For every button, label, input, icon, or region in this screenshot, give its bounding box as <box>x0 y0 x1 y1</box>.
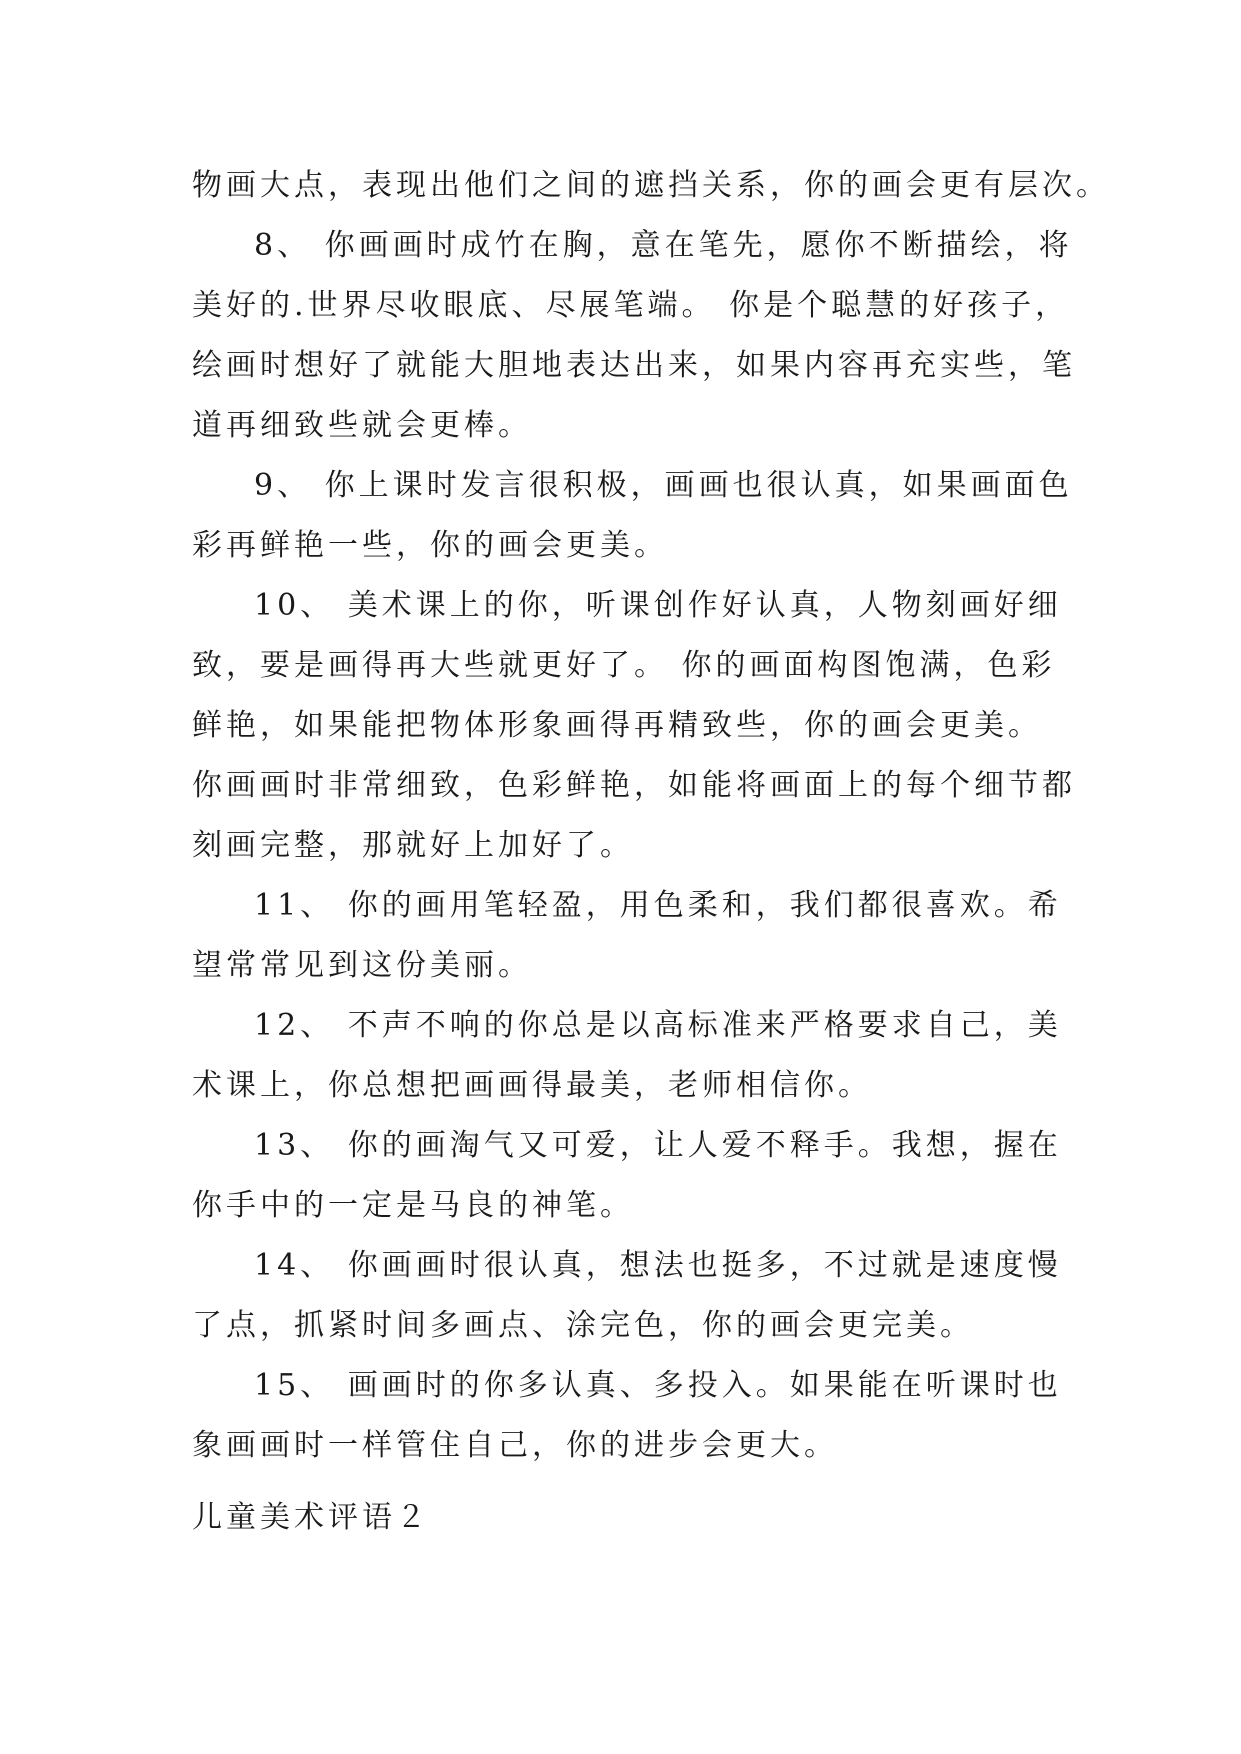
text-line: 13、 你的画淘气又可爱，让人爱不释手。我想，握在 <box>254 1128 1062 1163</box>
text-line: 10、 美术课上的你，听课创作好认真，人物刻画好细 <box>254 588 1062 623</box>
text-line: 8、 你画画时成竹在胸，意在笔先，愿你不断描绘，将 <box>254 228 1073 263</box>
text-line: 绘画时想好了就能大胆地表达出来，如果内容再充实些，笔 <box>192 348 1076 383</box>
text-line: 你画画时非常细致，色彩鲜艳，如能将画面上的每个细节都 <box>192 768 1076 803</box>
text-line: 致，要是画得再大些就更好了。 你的画面构图饱满，色彩 <box>192 648 1056 683</box>
text-line: 鲜艳，如果能把物体形象画得再精致些，你的画会更美。 <box>192 708 1042 743</box>
text-line: 象画画时一样管住自己，你的进步会更大。 <box>192 1428 838 1463</box>
text-line: 你手中的一定是马良的神笔。 <box>192 1188 634 1223</box>
text-line: 道再细致些就会更棒。 <box>192 408 532 443</box>
text-line: 15、 画画时的你多认真、多投入。如果能在听课时也 <box>254 1368 1062 1403</box>
text-line: 14、 你画画时很认真，想法也挺多，不过就是速度慢 <box>254 1248 1062 1283</box>
text-line: 彩再鲜艳一些，你的画会更美。 <box>192 528 668 563</box>
text-line: 望常常见到这份美丽。 <box>192 948 532 983</box>
text-line: 12、 不声不响的你总是以高标准来严格要求自己，美 <box>254 1008 1062 1043</box>
text-line: 术课上，你总想把画画得最美，老师相信你。 <box>192 1068 872 1103</box>
text-line: 物画大点，表现出他们之间的遮挡关系，你的画会更有层次。 <box>192 168 1110 203</box>
text-line: 美好的.世界尽收眼底、尽展笔端。 你是个聪慧的好孩子， <box>192 288 1070 323</box>
text-line: 11、 你的画用笔轻盈，用色柔和，我们都很喜欢。希 <box>254 888 1062 923</box>
text-line: 9、 你上课时发言很积极，画画也很认真，如果画面色 <box>254 468 1073 503</box>
text-line: 了点，抓紧时间多画点、涂完色，你的画会更完美。 <box>192 1308 974 1343</box>
body-text <box>192 156 1110 1476</box>
text-line: 刻画完整，那就好上加好了。 <box>192 828 634 863</box>
section-heading: 儿童美术评语２ <box>192 1500 430 1535</box>
